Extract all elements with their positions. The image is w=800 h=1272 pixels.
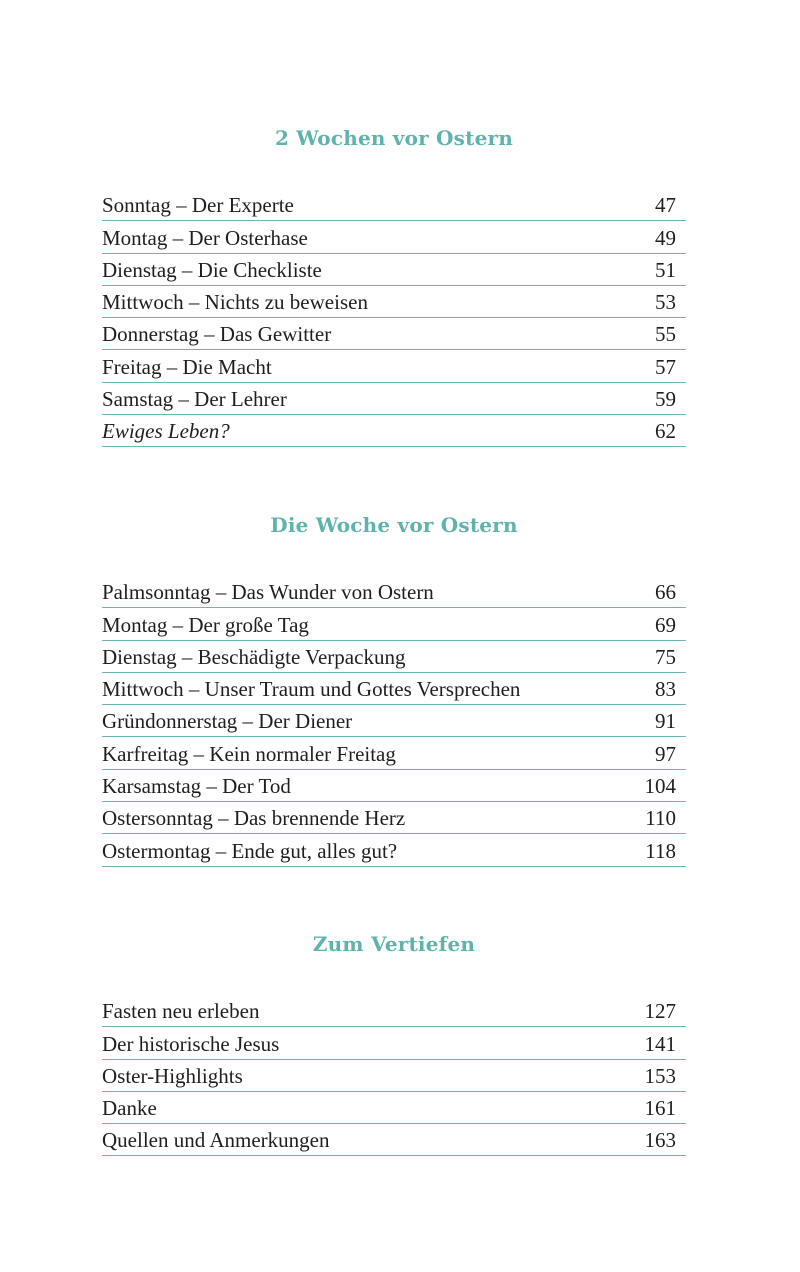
section-heading: 2 Wochen vor Ostern (275, 126, 513, 150)
entry-page: 59 (655, 387, 676, 412)
toc-entry[interactable] (102, 349, 686, 381)
toc-entry[interactable] (102, 188, 686, 220)
entry-title: Oster-Highlights (102, 1063, 243, 1088)
entry-page: 53 (655, 290, 676, 315)
toc-entry[interactable] (102, 994, 686, 1026)
entry-title: Montag – Der Osterhase (102, 225, 308, 250)
entry-page: 69 (655, 612, 676, 637)
entry-page: 75 (655, 644, 676, 669)
entry-title: Der historische Jesus (102, 1031, 280, 1056)
entry-title: Dienstag – Beschädigte Verpackung (102, 644, 406, 669)
entry-page: 55 (655, 322, 676, 347)
entry-title: Freitag – Die Macht (102, 354, 272, 379)
entry-title: Gründonnerstag – Der Diener (102, 709, 353, 734)
toc-entry[interactable] (102, 317, 686, 349)
entry-title: Palmsonntag – Das Wunder von Ostern (102, 580, 434, 605)
toc-entry[interactable] (102, 1091, 686, 1123)
section-heading: Die Woche vor Ostern (270, 513, 518, 537)
toc-entry[interactable] (102, 801, 686, 833)
entry-title: Quellen und Anmerkungen (102, 1128, 330, 1153)
entry-page: 97 (655, 741, 676, 766)
toc-list (102, 188, 686, 446)
entry-page: 118 (645, 838, 676, 863)
toc-entry[interactable] (102, 382, 686, 414)
toc-entry[interactable] (102, 1059, 686, 1091)
entry-title: Ewiges Leben? (102, 419, 230, 444)
entry-page: 110 (645, 806, 676, 831)
toc-entry[interactable] (102, 220, 686, 252)
entry-page: 66 (655, 580, 676, 605)
entry-page: 57 (655, 354, 676, 379)
entry-title: Fasten neu erleben (102, 999, 260, 1024)
entry-title: Ostermontag – Ende gut, alles gut? (102, 838, 398, 863)
entry-title: Danke (102, 1096, 157, 1121)
entry-page: 153 (644, 1063, 676, 1088)
entry-title: Donnerstag – Das Gewitter (102, 322, 332, 347)
entry-title: Mittwoch – Nichts zu beweisen (102, 290, 368, 315)
entry-page: 83 (655, 677, 676, 702)
entry-page: 47 (655, 193, 676, 218)
toc-entry[interactable] (102, 672, 686, 704)
entry-title: Dienstag – Die Checkliste (102, 257, 322, 282)
toc-entry[interactable] (102, 575, 686, 607)
toc-entry[interactable] (102, 736, 686, 768)
toc-entry[interactable] (102, 640, 686, 672)
entry-page: 49 (655, 225, 676, 250)
entry-page: 91 (655, 709, 676, 734)
toc-entry[interactable] (102, 704, 686, 736)
toc-entry[interactable] (102, 1123, 686, 1155)
toc-entry[interactable] (102, 833, 686, 865)
entry-title: Ostersonntag – Das brennende Herz (102, 806, 406, 831)
entry-title: Karfreitag – Kein normaler Freitag (102, 741, 396, 766)
toc-entry[interactable] (102, 769, 686, 801)
section-heading: Zum Vertiefen (312, 932, 476, 956)
entry-page: 127 (644, 999, 676, 1024)
entry-title: Mittwoch – Unser Traum und Gottes Versprechen (102, 677, 521, 702)
entry-page: 62 (655, 419, 676, 444)
entry-title: Montag – Der große Tag (102, 612, 309, 637)
entry-title: Karsamstag – Der Tod (102, 774, 291, 799)
entry-page: 141 (644, 1031, 676, 1056)
entry-page: 163 (644, 1128, 676, 1153)
entry-page: 104 (644, 774, 676, 799)
toc-entry[interactable] (102, 414, 686, 446)
entry-title: Sonntag – Der Experte (102, 193, 294, 218)
entry-page: 161 (644, 1096, 676, 1121)
toc-entry[interactable] (102, 285, 686, 317)
entry-page: 51 (655, 257, 676, 282)
entry-title: Samstag – Der Lehrer (102, 387, 287, 412)
toc-entry[interactable] (102, 607, 686, 639)
toc-entry[interactable] (102, 253, 686, 285)
toc-entry[interactable] (102, 1026, 686, 1058)
toc-list (102, 575, 686, 866)
toc-list (102, 994, 686, 1155)
